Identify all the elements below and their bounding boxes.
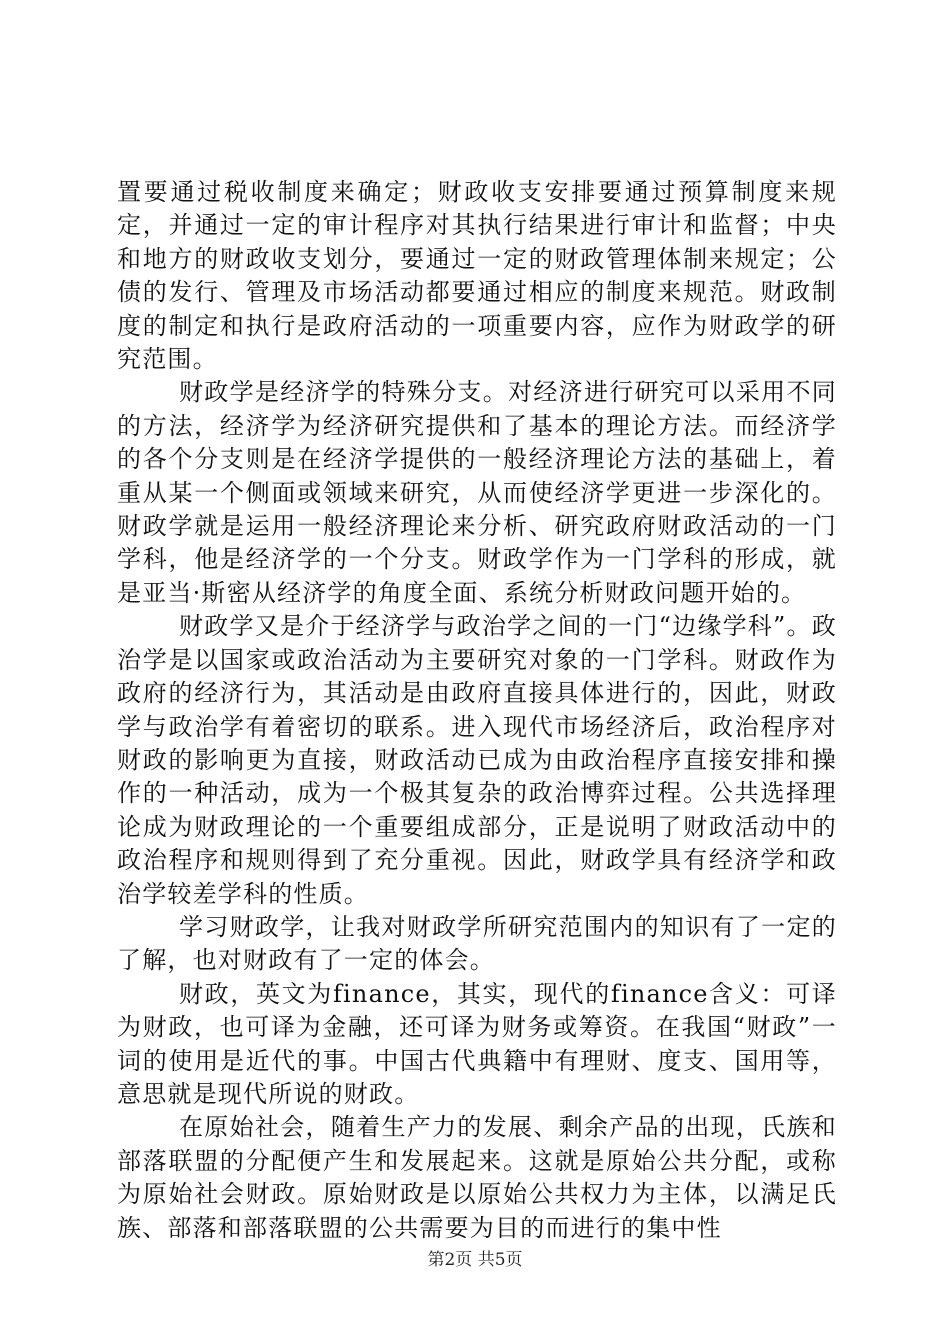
- paragraph-4: 学习财政学，让我对财政学所研究范围内的知识有了一定的了解，也对财政有了一定的体会。: [117, 912, 837, 975]
- paragraph-1: 置要通过税收制度来确定；财政收支安排要通过预算制度来规定，并通过一定的审计程序对其执行结果进行审计和监督；中央和地方的财政收支划分，要通过一定的财政管理体制来规定；公债的发行、管理及市场活动都要通过相应的制度来规范。财政制度的制定和执行是政府活动的一项重要内容，应作为财政学的研究范围。: [117, 178, 837, 374]
- paragraph-3: 财政学又是介于经济学与政治学之间的一门“边缘学科”。政治学是以国家或政治活动为主要研究对象的一门学科。财政作为政府的经济行为，其活动是由政府直接具体进行的，因此，财政学与政治学有着密切的联系。进入现代市场经济后，政治程序对财政的影响更为直接，财政活动已成为由政治程序直接安排和操作的一种活动，成为一个极其复杂的政治博弈过程。公共选择理论成为财政理论的一个重要组成部分，正是说明了财政活动中的政治程序和规则得到了充分重视。因此，财政学具有经济学和政治学较差学科的性质。: [117, 612, 837, 908]
- body-text: [117, 176, 837, 1245]
- page-number-footer: 第2页 共5页: [427, 1250, 523, 1270]
- paragraph-2: 财政学是经济学的特殊分支。对经济进行研究可以采用不同的方法，经济学为经济研究提供和了基本的理论方法。而经济学的各个分支则是在经济学提供的一般经济理论方法的基础上，着重从某一个侧面或领域来研究，从而使经济学更进一步深化的。财政学就是运用一般经济理论来分析、研究政府财政活动的一门学科，他是经济学的一个分支。财政学作为一门学科的形成，就是亚当·斯密从经济学的角度全面、系统分析财政问题开始的。: [117, 378, 837, 607]
- paragraph-5: 财政，英文为finance，其实，现代的finance含义：可译为财政，也可译为金融，还可译为财务或筹资。在我国“财政”一词的使用是近代的事。中国古代典籍中有理财、度支、国用等，意思就是现代所说的财政。: [117, 979, 837, 1108]
- paragraph-6: 在原始社会，随着生产力的发展、剩余产品的出现，氏族和部落联盟的分配便产生和发展起来。这就是原始公共分配，或称为原始社会财政。原始财政是以原始公共权力为主体，以满足氏族、部落和部落联盟的公共需要为目的而进行的集中性: [117, 1113, 837, 1242]
